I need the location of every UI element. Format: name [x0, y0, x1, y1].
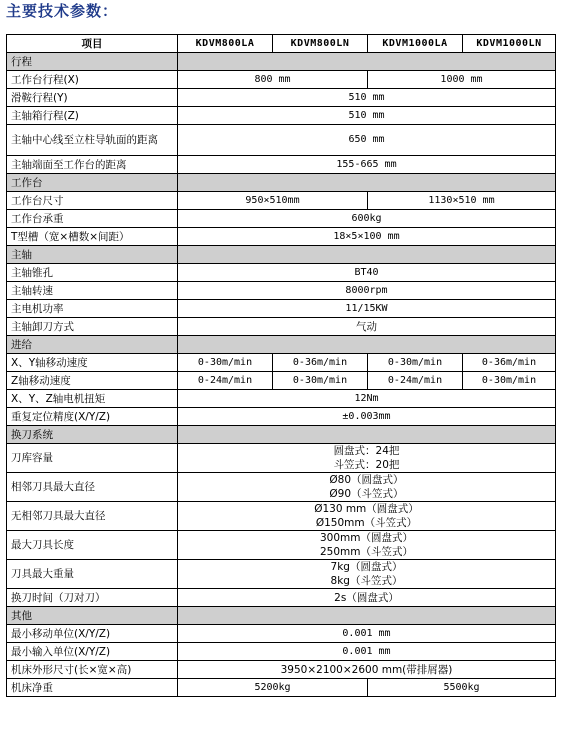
table-row: [7, 264, 556, 282]
row-value-800ln: 0-36m/min: [273, 354, 368, 372]
page-title: 主要技术参数：: [6, 2, 119, 20]
row-value-800la: 0-24m/min: [178, 372, 273, 390]
table-row: [7, 444, 556, 473]
row-value: 600kg: [178, 210, 556, 228]
row-value: [178, 502, 556, 531]
section-row-table: [7, 174, 556, 192]
value-line: Ø130 mm（圆盘式）: [314, 503, 419, 515]
row-label: 换刀时间（刀对刀）: [7, 589, 178, 607]
table-row: [7, 589, 556, 607]
row-value-1000la: 0-30m/min: [368, 354, 463, 372]
section-label: 换刀系统: [7, 426, 178, 444]
row-label: Z轴移动速度: [7, 372, 178, 390]
row-label: 重复定位精度(X/Y/Z): [7, 408, 178, 426]
header-model-800ln: KDVM800LN: [273, 35, 368, 53]
value-line: 300mm（圆盘式）: [320, 532, 413, 544]
value-line: Ø80（圆盘式）: [329, 474, 404, 486]
row-value: [178, 444, 556, 473]
row-value-1000: 5500kg: [368, 679, 556, 697]
table-row: [7, 300, 556, 318]
table-row: [7, 156, 556, 174]
row-value-1000: 1000 mm: [368, 71, 556, 89]
row-value: [178, 560, 556, 589]
header-row: [7, 35, 556, 53]
row-value-800: 5200kg: [178, 679, 368, 697]
section-fill: [178, 426, 556, 444]
row-value-1000ln: 0-36m/min: [463, 354, 556, 372]
row-value: 650 mm: [178, 125, 556, 156]
table-row: [7, 372, 556, 390]
row-label: 最大刀具长度: [7, 531, 178, 560]
section-fill: [178, 607, 556, 625]
row-label: 主电机功率: [7, 300, 178, 318]
row-label: 最小输入单位(X/Y/Z): [7, 643, 178, 661]
table-row: [7, 390, 556, 408]
value-line: 斗笠式：20把: [333, 459, 400, 471]
section-row-travel: [7, 53, 556, 71]
table-row: [7, 89, 556, 107]
section-fill: [178, 53, 556, 71]
table-row: [7, 473, 556, 502]
table-row: [7, 643, 556, 661]
row-value: BT40: [178, 264, 556, 282]
table-row: [7, 560, 556, 589]
section-fill: [178, 246, 556, 264]
section-row-toolchange: [7, 426, 556, 444]
row-label: X、Y轴移动速度: [7, 354, 178, 372]
header-model-1000ln: KDVM1000LN: [463, 35, 556, 53]
table-row: [7, 192, 556, 210]
row-value: 0.001 mm: [178, 643, 556, 661]
row-value: 3950×2100×2600 mm(带排屑器): [178, 661, 556, 679]
value-line: Ø90（斗笠式）: [329, 488, 404, 500]
row-value: 气动: [178, 318, 556, 336]
row-label: 主轴转速: [7, 282, 178, 300]
table-row: [7, 354, 556, 372]
table-row: [7, 107, 556, 125]
value-line: 圆盘式：24把: [333, 445, 400, 457]
row-label: 主轴箱行程(Z): [7, 107, 178, 125]
row-label: 无相邻刀具最大直径: [7, 502, 178, 531]
row-value: 510 mm: [178, 89, 556, 107]
row-value: 2s（圆盘式）: [178, 589, 556, 607]
value-line: 8kg（斗笠式）: [330, 575, 403, 587]
section-label: 其他: [7, 607, 178, 625]
row-label: 主轴锥孔: [7, 264, 178, 282]
row-value: 11/15KW: [178, 300, 556, 318]
row-value: 8000rpm: [178, 282, 556, 300]
row-label: 主轴端面至工作台的距离: [7, 156, 178, 174]
row-label: T型槽（宽×槽数×间距）: [7, 228, 178, 246]
row-value: 510 mm: [178, 107, 556, 125]
section-row-spindle: [7, 246, 556, 264]
section-label: 主轴: [7, 246, 178, 264]
table-row: [7, 210, 556, 228]
row-label: 主轴中心线至立柱导轨面的距离: [7, 125, 178, 156]
row-label: 工作台承重: [7, 210, 178, 228]
header-item: 项目: [7, 35, 178, 53]
section-row-other: [7, 607, 556, 625]
row-value-1000ln: 0-30m/min: [463, 372, 556, 390]
table-row: [7, 282, 556, 300]
row-label: 滑鞍行程(Y): [7, 89, 178, 107]
table-row: [7, 679, 556, 697]
section-row-feed: [7, 336, 556, 354]
row-value: [178, 531, 556, 560]
table-row: [7, 625, 556, 643]
row-value-1000la: 0-24m/min: [368, 372, 463, 390]
row-label: 工作台尺寸: [7, 192, 178, 210]
section-label: 行程: [7, 53, 178, 71]
table-row: [7, 408, 556, 426]
table-row: [7, 125, 556, 156]
table-row: [7, 531, 556, 560]
header-model-1000la: KDVM1000LA: [368, 35, 463, 53]
section-label: 进给: [7, 336, 178, 354]
table-row: [7, 661, 556, 679]
row-value: 12Nm: [178, 390, 556, 408]
row-value-800la: 0-30m/min: [178, 354, 273, 372]
header-model-800la: KDVM800LA: [178, 35, 273, 53]
row-label: 机床外形尺寸(长×宽×高): [7, 661, 178, 679]
row-value: ±0.003mm: [178, 408, 556, 426]
value-line: 250mm（斗笠式）: [320, 546, 413, 558]
row-value-800ln: 0-30m/min: [273, 372, 368, 390]
row-label: 相邻刀具最大直径: [7, 473, 178, 502]
value-line: 7kg（圆盘式）: [330, 561, 403, 573]
table-row: [7, 228, 556, 246]
row-label: 最小移动单位(X/Y/Z): [7, 625, 178, 643]
row-label: 主轴卸刀方式: [7, 318, 178, 336]
row-value-800: 800 mm: [178, 71, 368, 89]
row-value-800: 950×510mm: [178, 192, 368, 210]
row-value: 155-665 mm: [178, 156, 556, 174]
row-label: X、Y、Z轴电机扭矩: [7, 390, 178, 408]
row-label: 刀库容量: [7, 444, 178, 473]
row-value: 18×5×100 mm: [178, 228, 556, 246]
row-label: 刀具最大重量: [7, 560, 178, 589]
value-line: Ø150mm（斗笠式）: [315, 517, 418, 529]
row-value: 0.001 mm: [178, 625, 556, 643]
row-value-1000: 1130×510 mm: [368, 192, 556, 210]
section-fill: [178, 174, 556, 192]
row-label: 工作台行程(X): [7, 71, 178, 89]
table-row: [7, 318, 556, 336]
table-row: [7, 71, 556, 89]
row-value: [178, 473, 556, 502]
row-label: 机床净重: [7, 679, 178, 697]
section-label: 工作台: [7, 174, 178, 192]
table-row: [7, 502, 556, 531]
section-fill: [178, 336, 556, 354]
spec-table: [6, 34, 556, 697]
